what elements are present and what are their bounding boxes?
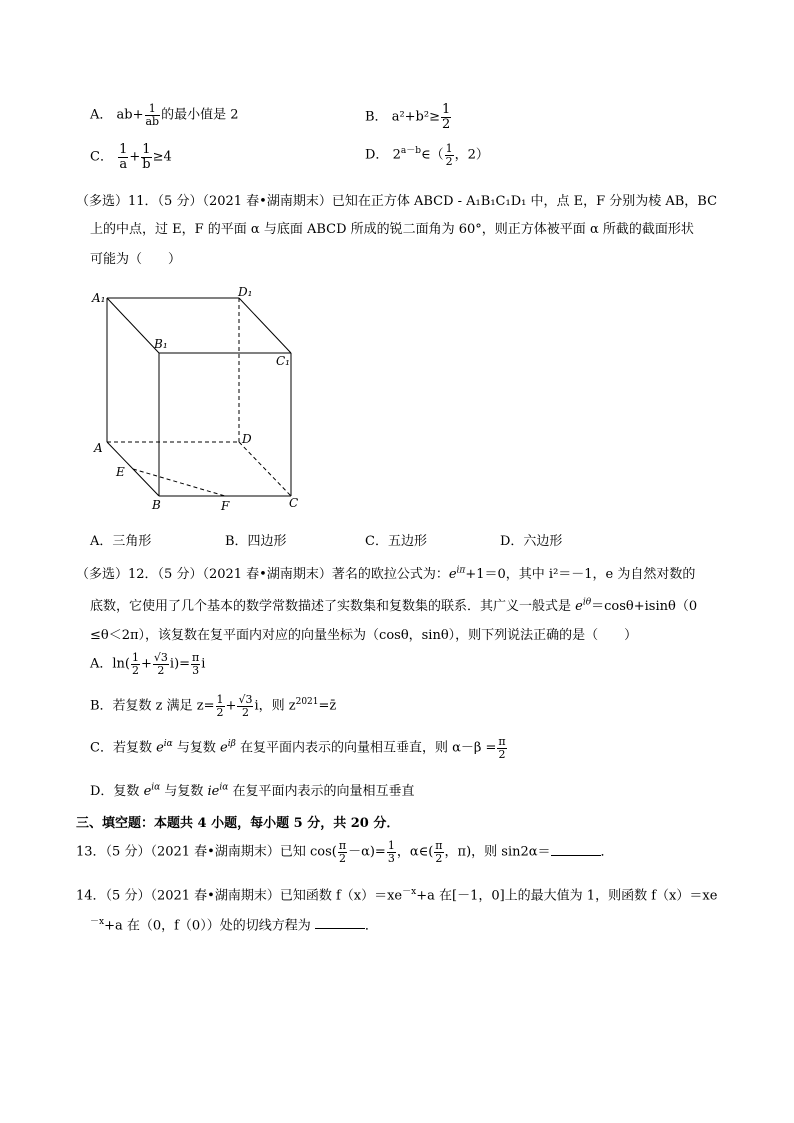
label-B1: B₁ xyxy=(154,337,168,351)
section-3-title: 三、填空题：本题共 4 小题，每小题 5 分，共 20 分． xyxy=(76,816,400,831)
label-C: C xyxy=(289,496,299,510)
q14-stem-line1: 14．（5 分）（2021 春•湖南期末）已知函数 $f(x)=xe^{-x}+a$ 在[－1，0]上的最大值为 1，则函数 f（x）＝xe xyxy=(76,887,718,904)
q10-a-fraction: $\frac{1}{ab}$ xyxy=(145,102,160,128)
q14-answer-blank[interactable] xyxy=(315,916,365,929)
label-D1: D₁ xyxy=(238,285,253,299)
q12-stem-line2: 底数，它使用了几个基本的数学常数描述了实数集和复数集的联系．其广义一般式是 $e^{i\theta}=\cos\theta+isin\theta(0$ xyxy=(90,597,698,614)
label-F: F xyxy=(221,499,230,513)
q11-option-c: C．五边形 xyxy=(365,534,427,549)
q12-option-d: D．复数 $e^{i\alpha}$ 与复数 $ie^{i\alpha}$ 在复平面内表示的向量相互垂直 xyxy=(90,782,415,799)
q10-a-expr: ab+ xyxy=(116,107,144,123)
q11-stem-line1: （多选）11．（5 分）（2021 春•湖南期末）已知在正方体 ABCD - A₁B₁C₁D₁ 中，点 E，F 分别为棱 AB，BC xyxy=(76,194,718,209)
q11-stem-line2: 上的中点，过 E，F 的平面 α 与底面 ABCD 所成的锐二面角为 60°，则正方体被平面 α 所截的截面形状 xyxy=(90,222,694,237)
q11-stem-line3: 可能为（ ） xyxy=(90,252,182,267)
label-B: B xyxy=(152,498,161,512)
q10-option-b: B． a²+b²≥ $\frac{1}{2}$ xyxy=(365,102,451,132)
label-D: D xyxy=(242,432,252,446)
label-C1: C₁ xyxy=(276,354,290,368)
q12-option-b: B．若复数 z 满足 z= $\frac{1}{2}$ + $\frac{√3}{2}$ i，则 $z^{2021}=z̄$ xyxy=(90,693,337,719)
cube-figure xyxy=(88,282,318,517)
q11-option-b: B．四边形 xyxy=(225,534,287,549)
q10-option-d: D． $2^{a-b}\in$（ $\frac{1}{2}$ ，2） xyxy=(365,142,489,168)
label-E: E xyxy=(116,465,125,479)
q10-option-a: A． ab+ $\frac{1}{ab}$ 的最小值是 2 xyxy=(90,102,239,128)
q13-answer-blank[interactable] xyxy=(551,843,601,856)
q12-stem-line1: （多选）12．（5 分）（2021 春•湖南期末）著名的欧拉公式为：$e^{i\pi}+1=0$，其中 i²＝－1，e 为自然对数的 xyxy=(76,565,696,582)
q12-option-c: C．若复数 $e^{i\alpha}$ 与复数 $e^{i\beta}$ 在复平面内表示的向量相互垂直，则 α－β = $\frac{\pi}{2}$ xyxy=(90,735,506,761)
q10-option-c: C． $\frac{1}{a}$ + $\frac{1}{b}$ ≥4 xyxy=(90,142,172,172)
label-A1: A₁ xyxy=(92,291,106,305)
label-A: A xyxy=(94,441,103,455)
q13-stem: 13．（5 分）（2021 春•湖南期末）已知 cos( $\frac{\pi}{2}$ －α)= $\frac{1}{3}$ ，α∈( $\frac{\pi}{2}$ ，π)，则 sin2α＝ ． xyxy=(76,839,614,865)
q11-option-d: D．六边形 xyxy=(500,534,563,549)
q11-option-a: A．三角形 xyxy=(90,534,152,549)
q12-option-a: A．ln( $\frac{1}{2}$ + $\frac{√3}{2}$ i)= $\frac{\pi}{3}$ i xyxy=(90,651,206,677)
q12-stem-line3: ≤θ＜2π），该复数在复平面内对应的向量坐标为（cosθ，sinθ），则下列说法正确的是（ ） xyxy=(90,628,638,643)
q14-stem-line2: $^{-x}$+a 在（0，f（0））处的切线方程为 ． xyxy=(90,917,378,934)
q10-b-fraction: $\frac{1}{2}$ xyxy=(441,102,451,132)
